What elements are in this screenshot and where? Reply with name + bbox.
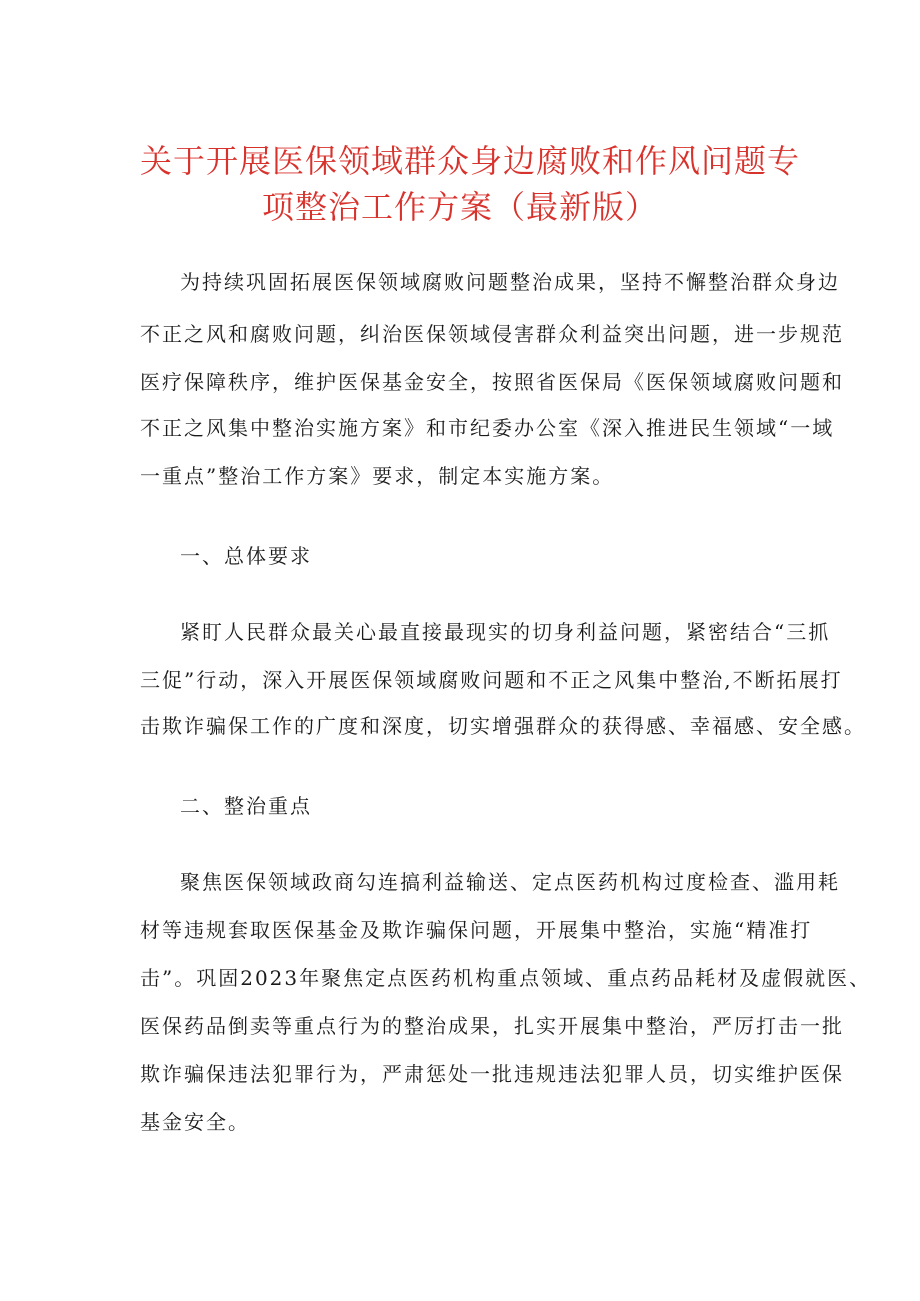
section-line: 击”。巩固2023年聚焦定点医药机构重点领域、重点药品耗材及虚假就医、 (140, 966, 872, 990)
section-line: 三促”行动，深入开展医保领域腐败问题和不正之风集中整治,不断拓展打 (140, 668, 843, 692)
intro-line: 不正之风和腐败问题，纠治医保领域侵害群众利益突出问题，进一步规范 (140, 322, 844, 346)
section-line: 基金安全。 (140, 1110, 250, 1134)
section-heading: 一、总体要求 (180, 544, 312, 568)
section-line: 紧盯人民群众最关心最直接最现实的切身利益问题，紧密结合“三抓 (180, 620, 831, 644)
intro-line: 不正之风集中整治实施方案》和市纪委办公室《深入推进民生领域“一域 (140, 416, 835, 440)
intro-line: 一重点”整治工作方案》要求，制定本实施方案。 (140, 464, 615, 488)
section-line: 欺诈骗保违法犯罪行为，严肃惩处一批违规违法犯罪人员，切实维护医保 (140, 1062, 844, 1086)
section-line: 击欺诈骗保工作的广度和深度，切实增强群众的获得感、幸福感、安全感。 (140, 714, 866, 738)
section-line: 医保药品倒卖等重点行为的整治成果，扎实开展集中整治，严厉打击一批 (140, 1014, 844, 1038)
document-title-line-2: 项整治工作方案（最新版） (261, 188, 658, 226)
intro-line: 为持续巩固拓展医保领域腐败问题整治成果，坚持不懈整治群众身边 (180, 270, 840, 294)
intro-line: 医疗保障秩序，维护医保基金安全，按照省医保局《医保领域腐败问题和 (140, 370, 844, 394)
section-line: 材等违规套取医保基金及欺诈骗保问题，开展集中整治，实施“精准打 (140, 918, 813, 942)
section-heading: 二、整治重点 (180, 794, 312, 818)
document-title-line-1: 关于开展医保领域群众身边腐败和作风问题专 (140, 142, 801, 180)
section-line: 聚焦医保领域政商勾连搞利益输送、定点医药机构过度检查、滥用耗 (180, 870, 840, 894)
